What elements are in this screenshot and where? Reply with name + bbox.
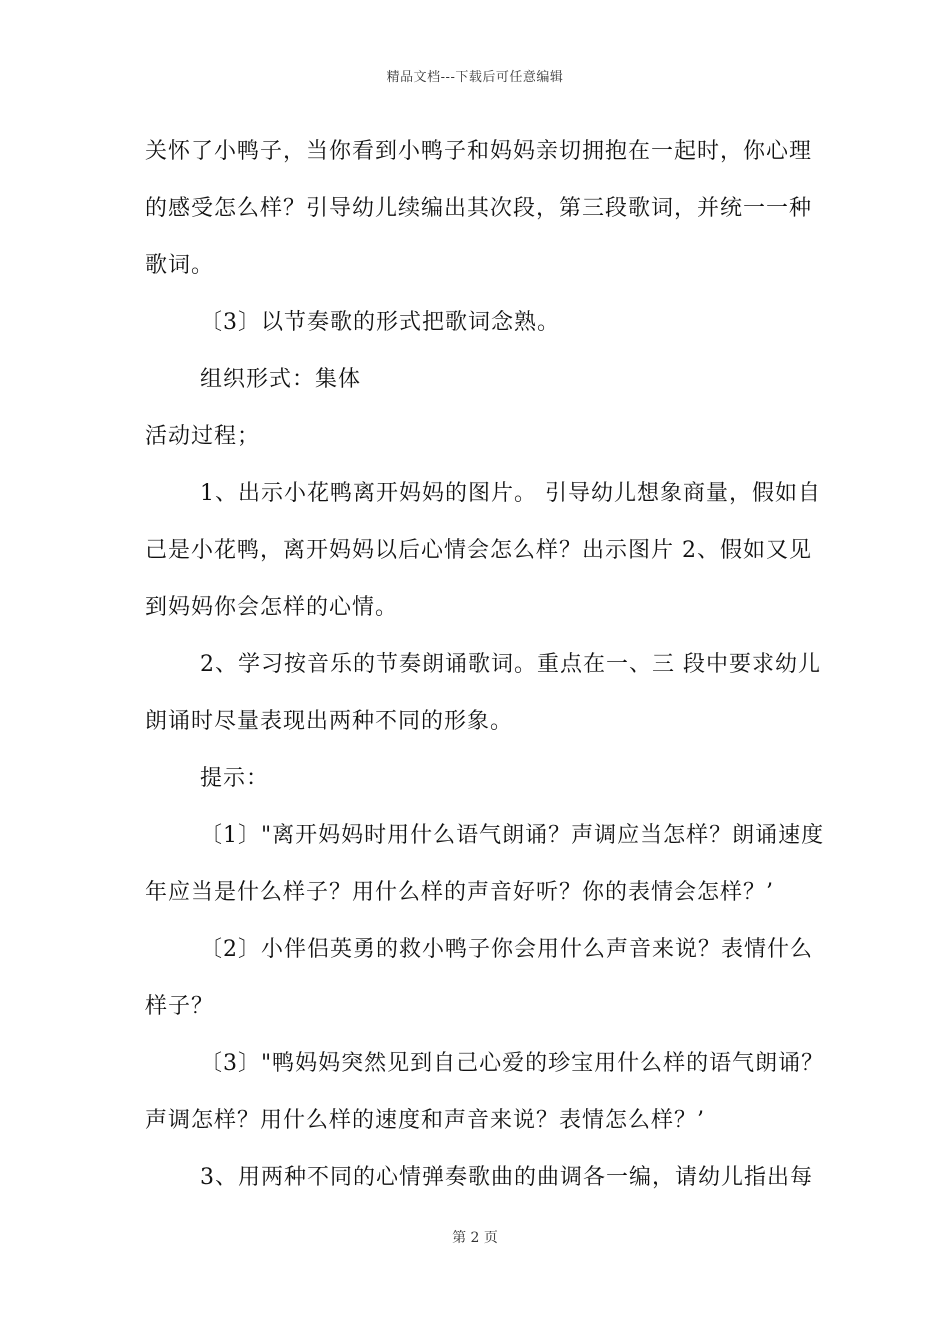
text-line: 朗诵时尽量表现出两种不同的形象。 (145, 709, 514, 734)
text-line: 〔3〕"鸭妈妈突然见到自己心爱的珍宝用什么样的语气朗诵？ (200, 1051, 825, 1076)
text-line: 〔3〕以节奏歌的形式把歌词念熟。 (200, 310, 560, 335)
text-line: 样子？ (145, 994, 215, 1019)
text-line: 3、用两种不同的心情弹奏歌曲的曲调各一编，请幼儿指出每 (200, 1165, 813, 1190)
text-line: 的感受怎么样？引导幼儿续编出其次段，第三段歌词，并统一一种 (145, 196, 813, 221)
text-line: 〔1〕"离开妈妈时用什么语气朗诵？声调应当怎样？朗诵速度 (200, 823, 825, 848)
text-line: 〔2〕小伴侣英勇的救小鸭子你会用什么声音来说？表情什么 (200, 937, 813, 962)
text-line: 关怀了小鸭子，当你看到小鸭子和妈妈亲切拥抱在一起时，你心理 (145, 139, 813, 164)
text-line: 年应当是什么样子？用什么样的声音好听？你的表情会怎样？’ (145, 880, 774, 905)
text-line: 1、出示小花鸭离开妈妈的图片。 引导幼儿想象商量，假如自 (200, 481, 821, 506)
text-line: 己是小花鸭，离开妈妈以后心情会怎么样？出示图片 2、假如又见 (145, 538, 812, 563)
text-line: 2、学习按音乐的节奏朗诵歌词。重点在一、三 段中要求幼儿 (200, 652, 821, 677)
page-header: 精品文档---下载后可任意编辑 (386, 70, 564, 85)
text-line: 组织形式：集体 (200, 367, 362, 392)
text-line: 歌词。 (145, 253, 215, 278)
text-line: 声调怎样？用什么样的速度和声音来说？表情怎么样？’ (145, 1108, 705, 1133)
text-line: 提示： (200, 766, 270, 791)
text-line: 到妈妈你会怎样的心情。 (145, 595, 399, 620)
text-line: 活动过程； (145, 424, 261, 449)
page-number: 第 2 页 (452, 1230, 498, 1246)
